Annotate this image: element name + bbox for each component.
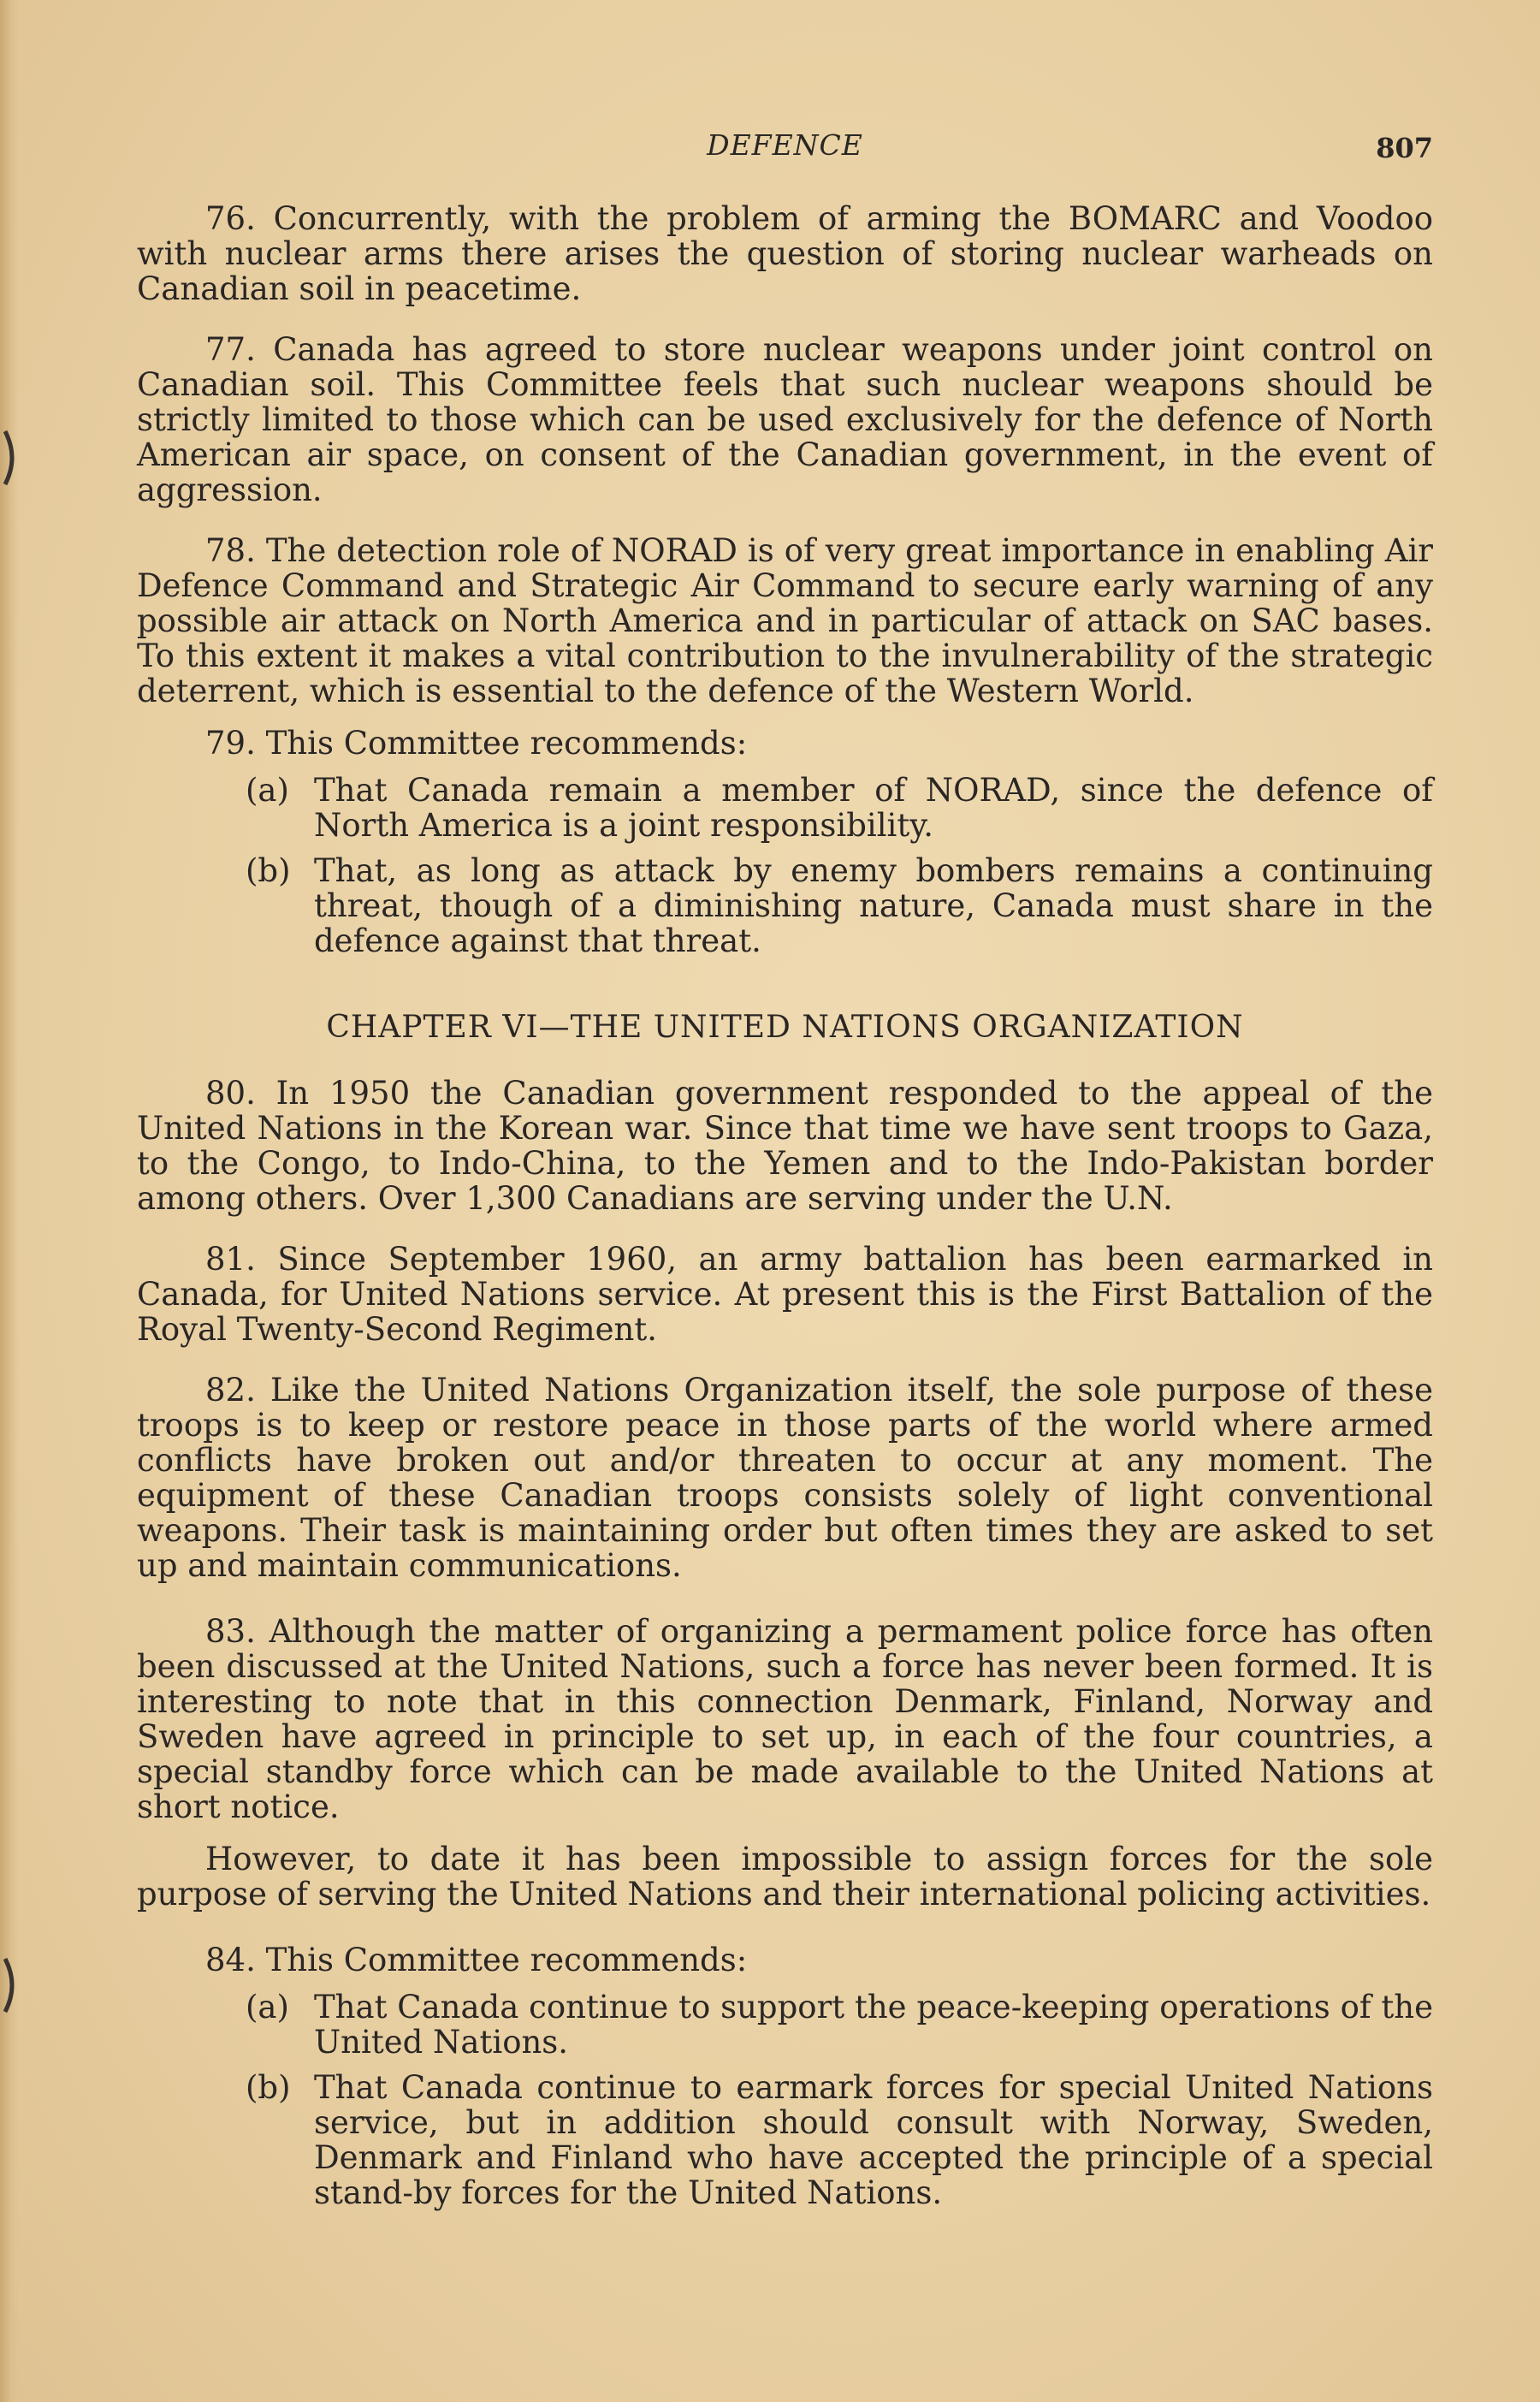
paragraph-83-continued: However, to date it has been impossible to assign forces for the sole purpose of serving the United Nations and their international policing activities. (137, 1841, 1433, 1913)
paragraph-77: 77. Canada has agreed to store nuclear weapons under joint control on Canadian soil. This Committee feels that such nuclear weapons should be strictly limited to those which can be used exclusively for the defence of North American air space, on consent of the Canadian government, in the event of aggression. (137, 331, 1433, 508)
item-label: (a) (246, 772, 289, 809)
item-text: That Canada continue to earmark forces for special United Nations service, but in addition should consult with Norway, Sweden, Denmark and Finland who have accepted the principle of a special stand-by forces for the United Nations. (314, 2069, 1433, 2211)
binding-hole-mark (3, 1955, 22, 2015)
paragraph-83: 83. Although the matter of organizing a permament police force has often been discussed at the United Nations, such a force has never been formed. It is interesting to note that in this connection Denmark, Finland, Norway and Sweden have agreed in principle to set up, in each of the four countries, a special standby force which can be made available to the United Nations at short notice. (137, 1613, 1433, 1825)
binding-hole-mark (3, 428, 22, 488)
item-label: (b) (246, 2069, 291, 2106)
page-body (137, 201, 1433, 2221)
paragraph-81: 81. Since September 1960, an army battalion has been earmarked in Canada, for United Nations service. At present this is the First Battalion of the Royal Twenty-Second Regiment. (137, 1241, 1433, 1348)
recommendation-79a (246, 772, 1433, 844)
item-label: (b) (246, 852, 291, 889)
chapter-heading: CHAPTER VI—THE UNITED NATIONS ORGANIZATION (326, 1010, 1244, 1045)
page-number: 807 (1376, 132, 1433, 164)
paragraph-84-lead: 84. This Committee recommends: (205, 1942, 748, 1978)
page-binding-edge (0, 0, 19, 2402)
item-text: That Canada continue to support the peace-keeping operations of the United Nations. (314, 1989, 1433, 2061)
paragraph-80: 80. In 1950 the Canadian government responded to the appeal of the United Nations in the Korean war. Since that time we have sent troops to Gaza, to the Congo, to Indo-China, to the Yemen and to the Indo-Pakistan border among others. Over 1,300 Canadians are serving under the U.N. (137, 1075, 1433, 1217)
running-head: DEFENCE (707, 128, 863, 162)
paragraph-78: 78. The detection role of NORAD is of very great importance in enabling Air Defence Command and Strategic Air Command to secure early warning of any possible air attack on North America and in particular of attack on SAC bases. To this extent it makes a vital contribution to the invulnerability of the strategic deterrent, which is essential to the defence of the Western World. (137, 532, 1433, 709)
item-text: That, as long as attack by enemy bombers remains a continuing threat, though of a diminishing nature, Canada must share in the defence against that threat. (314, 852, 1433, 959)
page-header (137, 128, 1433, 171)
recommendation-84a (246, 1989, 1433, 2061)
paragraph-82: 82. Like the United Nations Organization itself, the sole purpose of these troops is to keep or restore peace in those parts of the world where armed conflicts have broken out and/or threaten to occur at any moment. The equipment of these Canadian troops consists solely of light conventional weapons. Their task is maintaining order but often times they are asked to set up and maintain communications. (137, 1372, 1433, 1584)
item-label: (a) (246, 1989, 289, 2025)
item-text: That Canada remain a member of NORAD, since the defence of North America is a joint responsibility. (314, 772, 1433, 844)
recommendation-84b (246, 2069, 1433, 2211)
paragraph-76: 76. Concurrently, with the problem of arming the BOMARC and Voodoo with nuclear arms there arises the question of storing nuclear warheads on Canadian soil in peacetime. (137, 200, 1433, 307)
paragraph-79-lead: 79. This Committee recommends: (205, 725, 748, 762)
recommendation-79b (246, 852, 1433, 959)
